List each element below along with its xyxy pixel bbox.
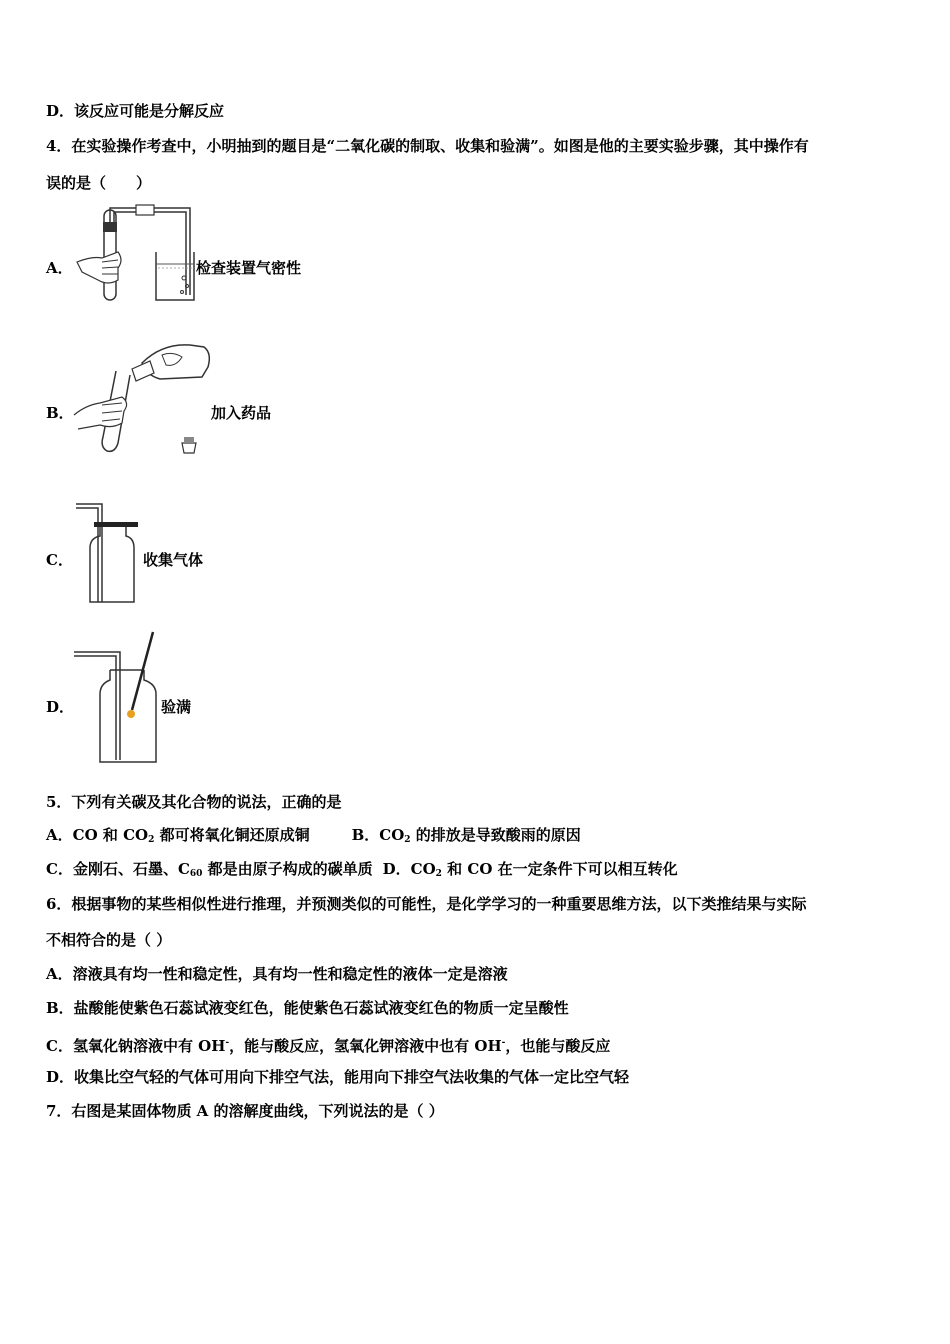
q5-options-ab: [46, 825, 581, 850]
q5-stem: 5．下列有关碳及其化合物的说法，正确的是: [46, 793, 342, 811]
collecting-gas-figure: [76, 500, 141, 608]
adding-reagent-figure: [72, 333, 222, 458]
q4-option-a-caption: 检查装置气密性: [196, 259, 302, 277]
q4-stem-line2: 误的是（ ）: [46, 174, 152, 192]
q4-option-d-caption: 验满: [161, 698, 192, 716]
verifying-full-figure: [72, 630, 162, 768]
q4-option-a-label: A．: [46, 259, 73, 277]
q4-option-c-caption: 收集气体: [143, 551, 204, 569]
q6-stem-line1: 6．根据事物的某些相似性进行推理，并预测类似的可能性，是化学学习的一种重要思维方法，以下类推结果与实际: [46, 895, 807, 913]
q6-stem-line2: 不相符合的是（ ）: [46, 931, 172, 949]
q7-stem: 7．右图是某固体物质 A 的溶解度曲线，下列说法的是（ ）: [46, 1102, 444, 1120]
q4-option-c-label: C．: [46, 551, 73, 569]
q5-options-cd: [46, 859, 678, 884]
q6-option-b: B．盐酸能使紫色石蕊试液变红色，能使紫色石蕊试液变红色的物质一定呈酸性: [46, 999, 569, 1017]
q3-option-d: D．该反应可能是分解反应: [46, 102, 225, 120]
q6-option-d: D．收集比空气轻的气体可用向下排空气法，能用向下排空气法收集的气体一定比空气轻: [46, 1068, 630, 1086]
airtightness-check-figure: [72, 200, 202, 310]
q5-option-a: A．CO 和 $CO_2$ 都可将氧化铜还原成铜: [46, 826, 310, 845]
q4-option-b-label: B．: [46, 404, 74, 422]
q4-stem-line1: 4．在实验操作考查中，小明抽到的题目是“二氧化碳的制取、收集和验满”。如图是他的主要实验步骤，其中操作有: [46, 137, 809, 155]
q6-option-c: C．氢氧化钠溶液中有 OH-，能与酸反应，氢氧化钾溶液中也有 OH-，也能与酸反应: [46, 1037, 611, 1055]
q5-option-d: D．$CO_2$ 和 CO 在一定条件下可以相互转化: [382, 860, 678, 879]
q5-option-b: B．$CO_2$ 的排放是导致酸雨的原因: [351, 826, 581, 845]
q6-option-a: A．溶液具有均一性和稳定性，具有均一性和稳定性的液体一定是溶液: [46, 965, 508, 983]
q5-option-c: C．金刚石、石墨、$C_{60}$ 都是由原子构成的碳单质: [46, 860, 373, 879]
q4-option-b-caption: 加入药品: [211, 404, 272, 422]
q4-option-d-label: D．: [46, 698, 75, 716]
